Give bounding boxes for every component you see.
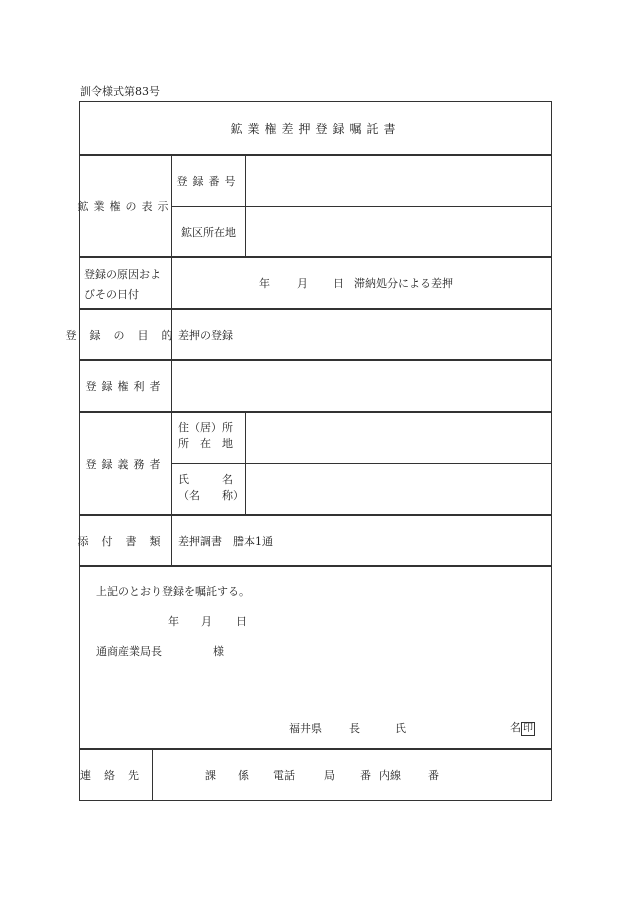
attachments-value: 差押調書 謄本1通	[178, 534, 273, 548]
contact-label: 連絡先	[80, 769, 152, 782]
form-title: 鉱業権差押登録嘱託書	[230, 121, 401, 136]
registration-number-field[interactable]	[246, 156, 551, 206]
cause-label: 登録の原因およ びその日付	[84, 268, 161, 301]
obligor-name-label: 氏 名 （名 称）	[178, 473, 244, 502]
divider-attachments	[79, 565, 552, 567]
chief-title: 長	[349, 722, 360, 735]
obligor-label: 登録義務者	[85, 457, 166, 471]
request-statement: 上記のとおり登録を嘱託する。	[96, 585, 250, 598]
request-day: 日	[236, 615, 247, 628]
attachments-label: 添付書類	[77, 534, 174, 548]
mining-location-field[interactable]	[246, 207, 551, 256]
purpose-value: 差押の登録	[178, 328, 233, 342]
registration-number-label: 登録番号	[176, 175, 241, 188]
mining-location-label: 鉱区所在地	[181, 225, 236, 239]
mining-right-label: 鉱業権の表示	[77, 200, 174, 213]
signer-given-name: 名 印	[510, 721, 533, 734]
holder-field[interactable]	[172, 361, 551, 411]
signer-surname: 氏	[395, 722, 406, 735]
purpose-label: 登録の目的	[65, 328, 186, 342]
request-year: 年	[168, 615, 179, 628]
request-month: 月	[201, 615, 212, 628]
addressee-honorific: 様	[213, 645, 224, 658]
holder-label: 登録権利者	[85, 380, 166, 393]
obligor-address-label: 住（居）所 所 在 地	[178, 421, 233, 450]
contact-field[interactable]: 課 係 電話 局 番 内線 番	[205, 769, 439, 782]
seal-mark: 印	[523, 723, 533, 734]
cause-date-field[interactable]: 年 月 日 滞納処分による差押	[259, 277, 453, 290]
form-number: 訓令様式第83号	[80, 85, 160, 98]
addressee: 通商産業局長	[96, 645, 162, 658]
obligor-name-field[interactable]	[246, 464, 551, 514]
prefecture: 福井県	[289, 722, 322, 735]
obligor-address-field[interactable]	[246, 413, 551, 463]
